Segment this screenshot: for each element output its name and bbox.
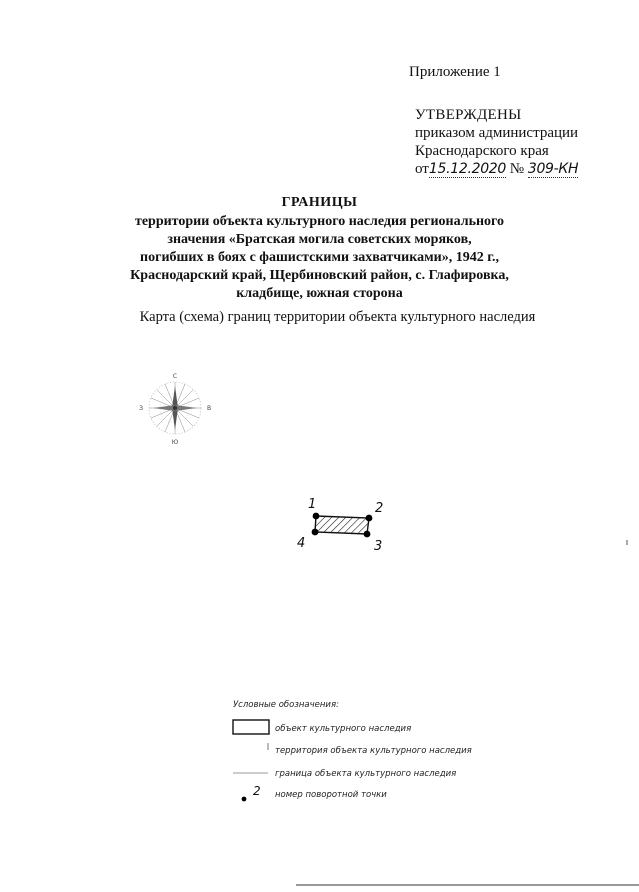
legend-title: Условные обозначения: [233,700,339,710]
approval-line-1: приказом администрации [415,125,579,141]
compass-letter-n: С [172,373,178,380]
heading-line: кладбище, южная сторона [236,286,403,301]
boundary-point-marker [312,529,319,536]
boundary-point-marker [364,531,371,538]
legend-point-marker [242,797,247,802]
heading-line: Краснодарский край, Щербиновский район, с. Глафировка, [130,268,509,283]
legend-swatch-object [233,720,269,734]
number-prefix: № [509,161,525,177]
compass-rose-icon [139,373,211,446]
compass-letter-w: З [139,405,143,412]
boundary-point-label: 3 [374,539,383,554]
order-date: 15.12.2020 [428,161,507,177]
map-caption: Карта (схема) границ территории объекта культурного наследия [139,309,536,325]
legend-point-sample: 2 [253,784,261,798]
heading-line: значения «Братская могила советских моряков, [167,232,472,247]
compass-letter-s: Ю [171,439,179,446]
legend-item-point: номер поворотной точки [275,790,387,800]
heritage-site-plot [297,497,383,554]
appendix-label: Приложение 1 [409,64,501,80]
boundary-point-marker [313,513,320,520]
heading-line: погибших в боях с фашистскими захватчиками», 1942 г., [140,250,499,265]
heading-line: территории объекта культурного наследия регионального [134,214,505,229]
legend-item-boundary: граница объекта культурного наследия [275,769,457,779]
date-prefix: от [415,161,429,177]
approval-line-2: Краснодарского края [415,143,549,159]
site-boundary-polygon [315,516,369,534]
legend-item-object: объект культурного наследия [275,724,412,734]
compass-letter-e: В [206,405,212,412]
boundary-point-label: 2 [375,501,384,516]
map-legend [233,700,472,801]
boundary-point-label: 1 [308,497,317,512]
heading-main: ГРАНИЦЫ [281,195,358,210]
approval-title: УТВЕРЖДЕНЫ [415,107,522,123]
legend-item-territory: территория объекта культурного наследия [275,746,472,756]
boundary-point-label: 4 [297,536,306,551]
boundary-point-marker [366,515,373,522]
order-number: 309-КН [527,161,579,177]
